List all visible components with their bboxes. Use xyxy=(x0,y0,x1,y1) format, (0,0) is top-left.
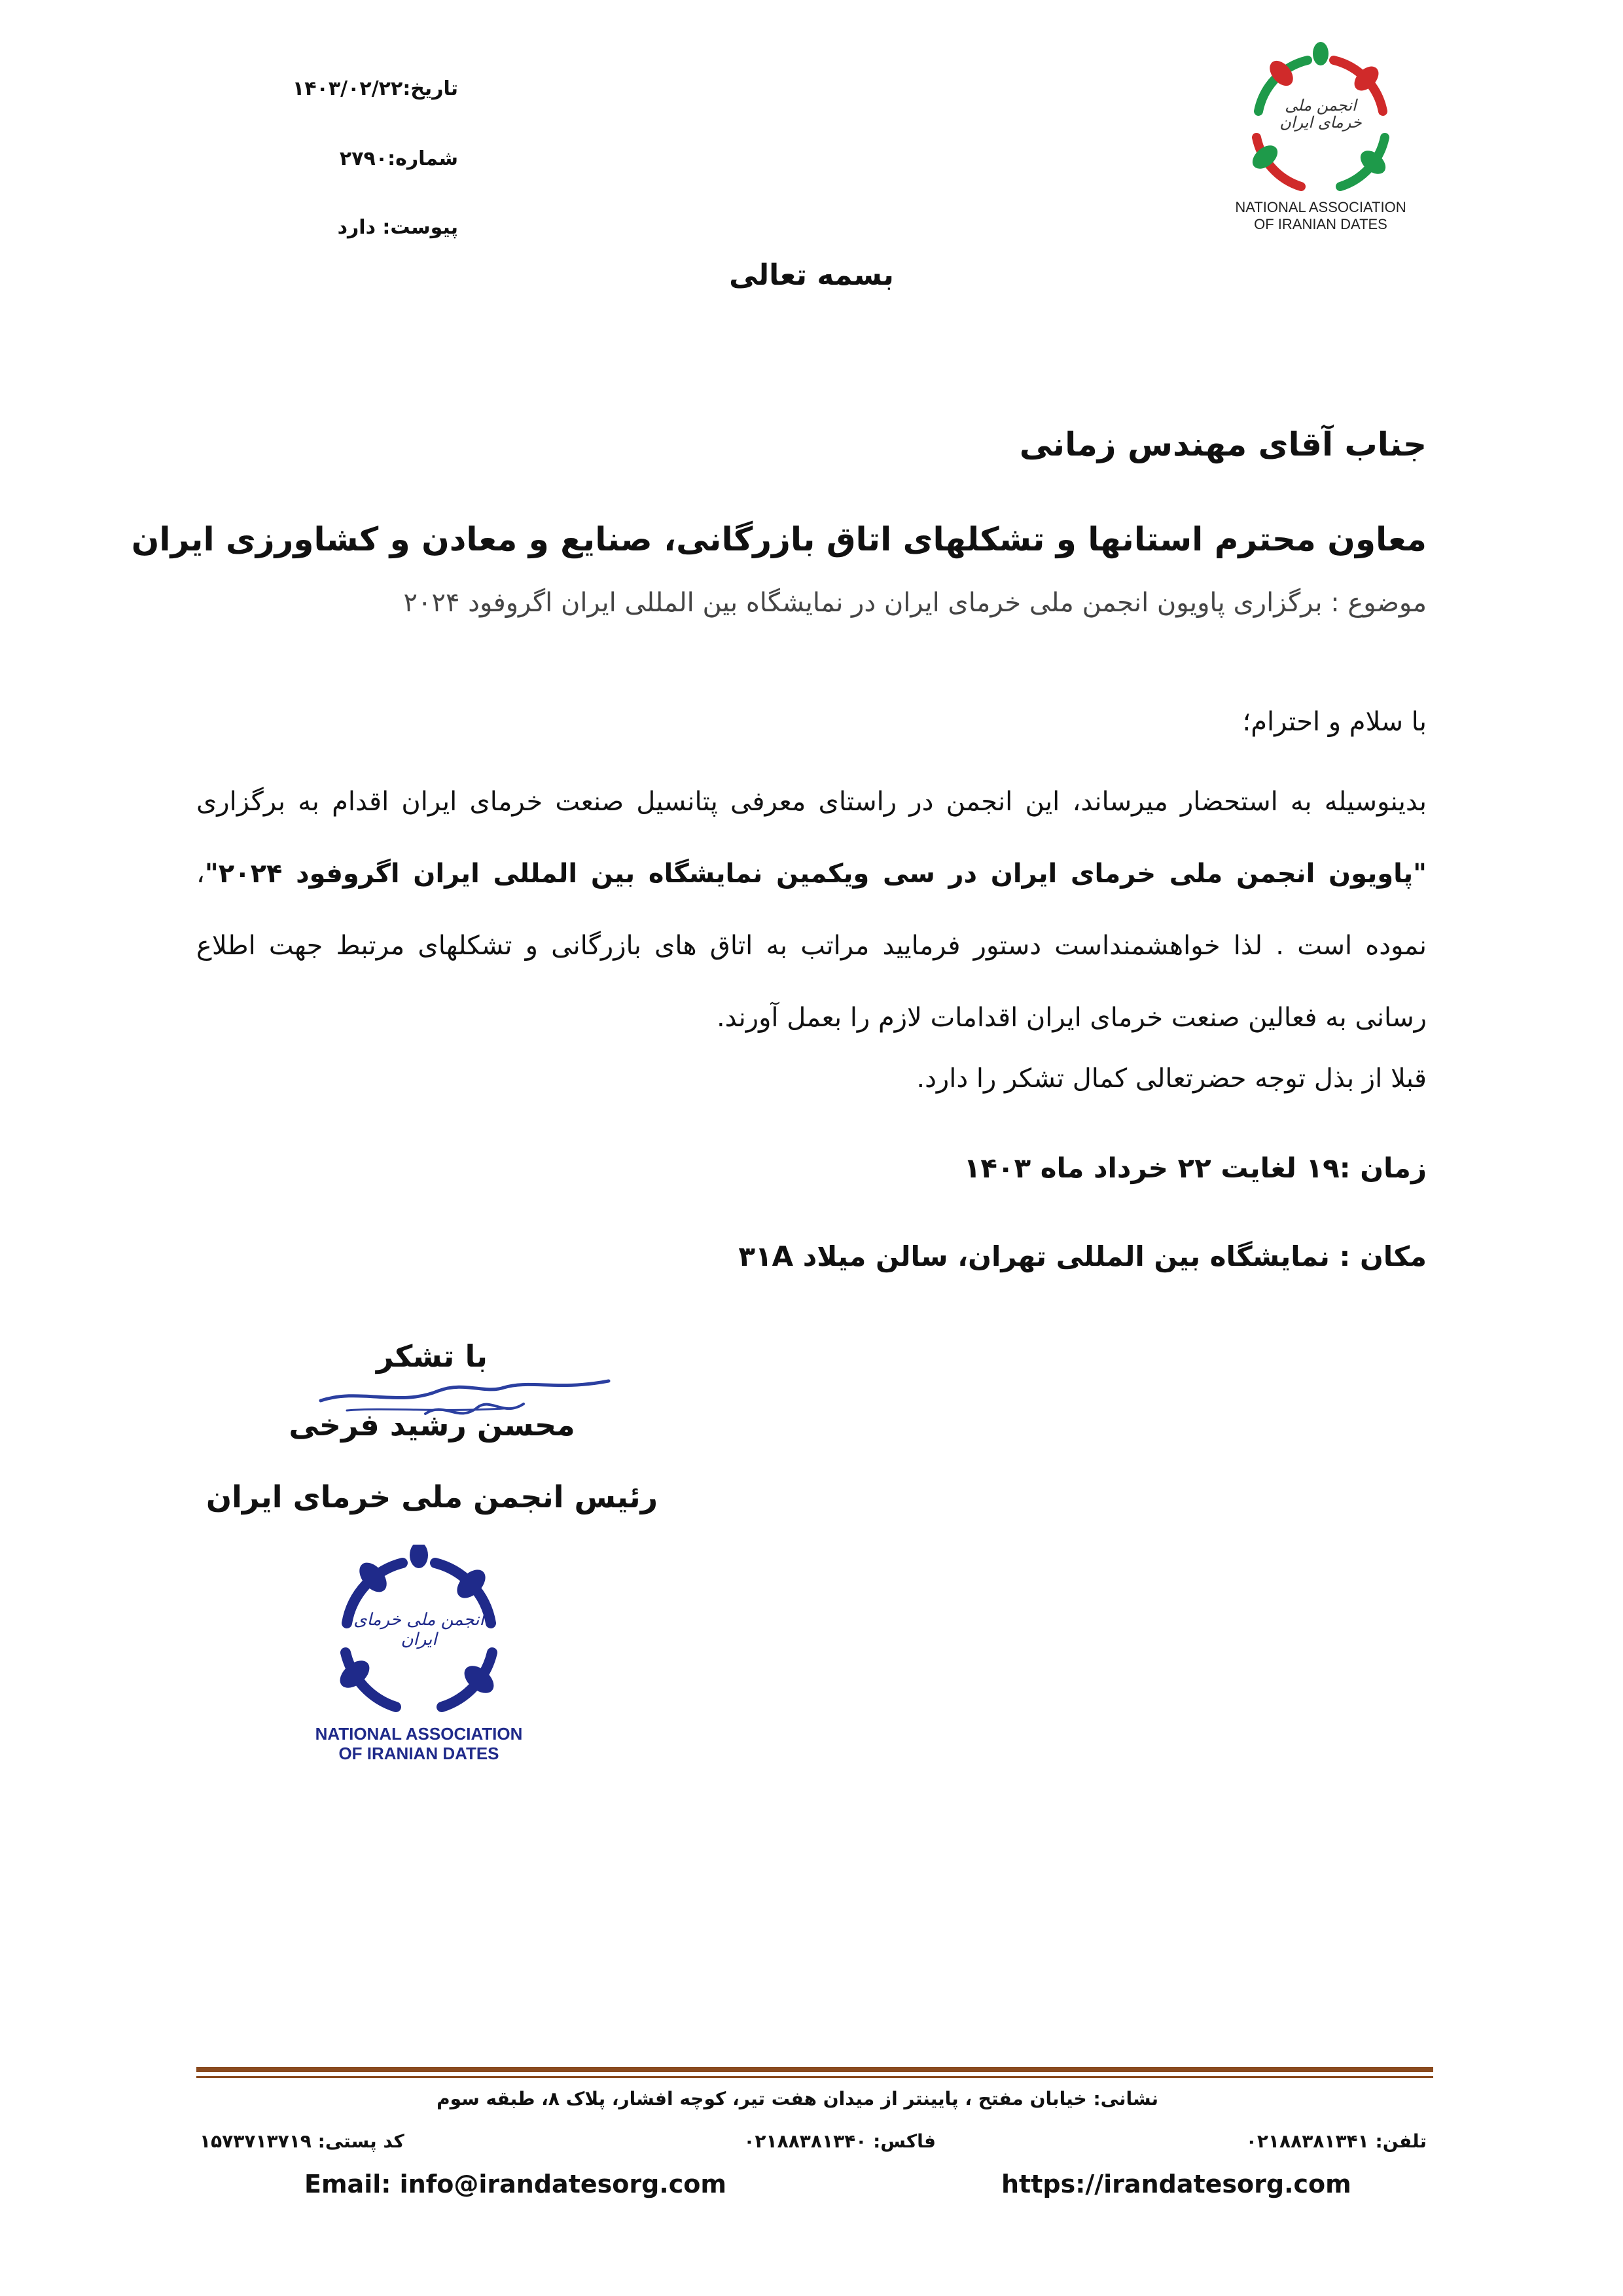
recipient-name: جناب آقای مهندس زمانی xyxy=(1019,425,1427,463)
bismillah-heading: بسمه تعالی xyxy=(729,259,894,292)
event-place: مکان : نمایشگاه بین المللی تهران، سالن میلاد ۳۱A xyxy=(738,1240,1427,1272)
association-logo xyxy=(1229,39,1412,233)
footer-website-link[interactable]: https://irandatesorg.com xyxy=(1001,2170,1351,2198)
letter-number: شماره:۲۷۹۰ xyxy=(339,147,458,170)
footer-email-link[interactable]: Email: info@irandatesorg.com xyxy=(304,2170,726,2198)
logo-caption-line1: NATIONAL ASSOCIATION xyxy=(1235,199,1406,215)
letter-date: تاریخ:۱۴۰۳/۰۲/۲۲ xyxy=(292,77,458,100)
body-bold-title: "پاویون انجمن ملی خرمای ایران در سی ویکمین نمایشگاه بین المللی ایران اگروفود ۲۰۲۴" xyxy=(204,859,1427,889)
footer-rule-thin xyxy=(196,2076,1433,2078)
letter-subject: موضوع : برگزاری پاویون انجمن ملی خرمای ایران در نمایشگاه بین المللی ایران اگروفود ۲۰۲۴ xyxy=(403,588,1427,618)
closing-text: با تشکر xyxy=(376,1338,488,1374)
footer-fax: فاکس: ۰۲۱۸۸۳۸۱۳۴۰ xyxy=(743,2130,936,2152)
recipient-title: معاون محترم استانها و تشکلهای اتاق بازرگانی، صنایع و معادن و کشاورزی ایران xyxy=(131,520,1427,558)
event-time: زمان :۱۹ لغایت ۲۲ خرداد ماه ۱۴۰۳ xyxy=(963,1152,1427,1184)
logo-text-fa: انجمن ملی خرمای ایران xyxy=(1279,96,1362,132)
stamp-caption-line1: NATIONAL ASSOCIATION xyxy=(315,1724,523,1744)
stamp-text-fa: انجمن ملی خرمای ایران xyxy=(353,1610,484,1649)
thanks-line: قبلا از بذل توجه حضرتعالی کمال تشکر را دارد. xyxy=(916,1064,1427,1094)
footer-address: نشانی: خیابان مفتح ، پایینتر از میدان هفت تیر، کوچه افشار، پلاک ۸، طبقه سوم xyxy=(437,2088,1158,2109)
stamp-caption-line2: OF IRANIAN DATES xyxy=(338,1744,499,1763)
footer-phone: تلفن: ۰۲۱۸۸۳۸۱۳۴۱ xyxy=(1245,2130,1427,2152)
letter-body xyxy=(196,766,1427,1054)
signer-position: رئیس انجمن ملی خرمای ایران xyxy=(205,1479,658,1515)
footer-rule xyxy=(196,2067,1433,2072)
letter-attachment: پیوست: دارد xyxy=(337,216,458,239)
footer-postal-code: کد پستی: ۱۵۷۳۷۱۳۷۱۹ xyxy=(200,2130,404,2152)
logo-caption-line2: OF IRANIAN DATES xyxy=(1254,216,1387,232)
association-stamp xyxy=(308,1545,530,1763)
greeting: با سلام و احترام؛ xyxy=(1242,707,1427,737)
body-part-2: ، نموده است . لذا خواهشمنداست دستور فرمایید مراتب به اتاق های بازرگانی و تشکلهای مرتبط جهت اطلاع رسانی به فعالین صنعت خرمای ایران اقدامات لازم را بعمل آورند. xyxy=(196,859,1427,1033)
signer-name: محسن رشید فرخی xyxy=(289,1407,575,1443)
body-part-1: بدینوسیله به استحضار میرساند، این انجمن در راستای معرفی پتانسیل صنعت خرمای ایران اقدام به برگزاری xyxy=(196,787,1427,817)
